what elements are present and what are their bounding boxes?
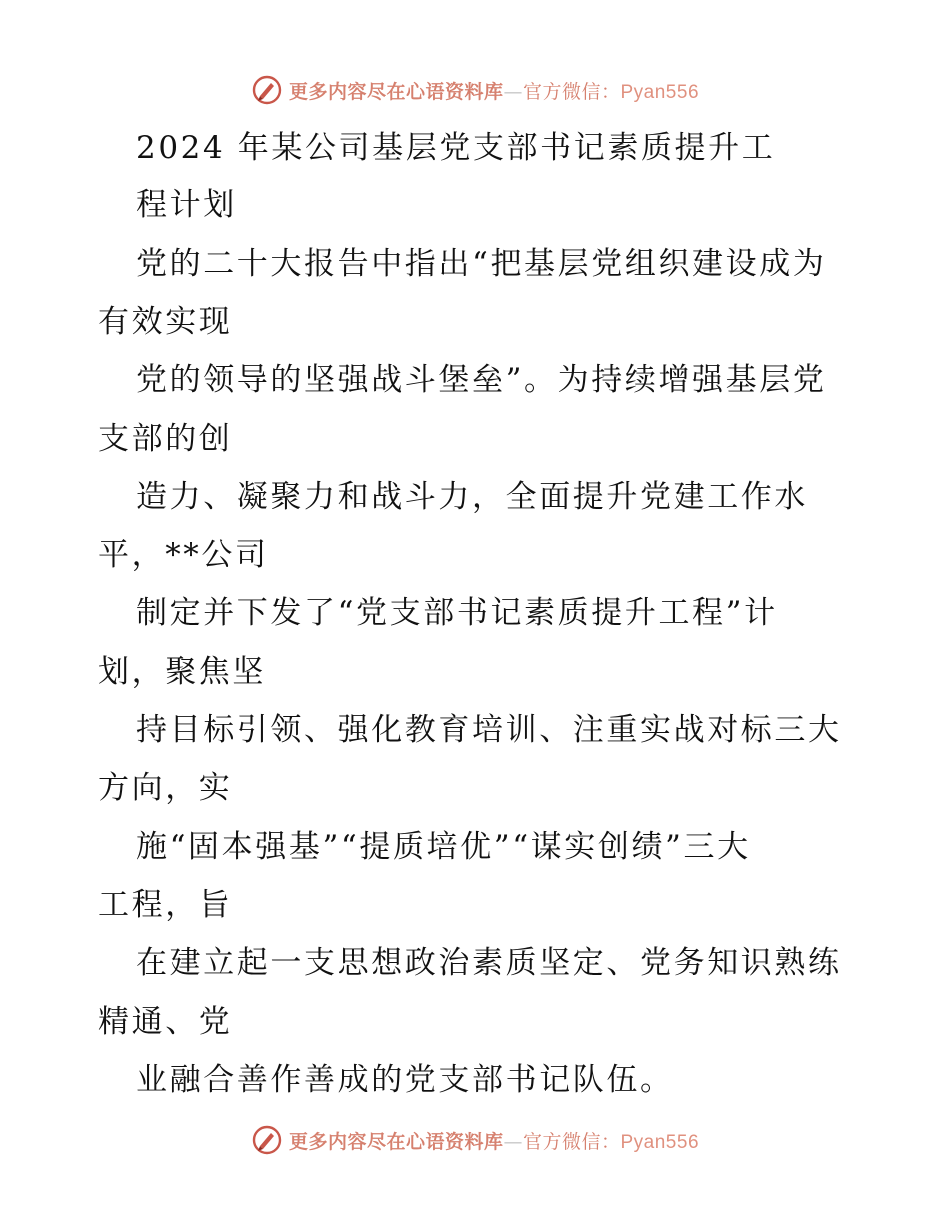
- paragraph-line: 制定并下发了“党支部书记素质提升工程”计: [136, 595, 778, 631]
- watermark-main: 更多内容尽在心语资料库: [288, 80, 504, 103]
- paragraph-line: 党的二十大报告中指出“把基层党组织建设成为: [136, 246, 827, 282]
- paragraph-line: 施“固本强基”“提质培优”“谋实创绩”三大: [136, 829, 751, 865]
- header-watermark: [0, 70, 950, 110]
- watermark-main: 更多内容尽在心语资料库: [288, 1130, 504, 1153]
- paragraph-line: 党的领导的坚强战斗堡垒”。为持续增强基层党: [136, 362, 827, 398]
- paragraph-line: 在建立起一支思想政治素质坚定、党务知识熟练: [136, 945, 842, 981]
- watermark-sub: 官方微信：: [522, 80, 621, 103]
- document-title-line-1: 2024 年某公司基层党支部书记素质提升工: [136, 130, 776, 166]
- paragraph-line: 工程，旨: [98, 887, 233, 923]
- watermark-separator: —: [503, 80, 523, 103]
- footer-watermark: [0, 1120, 950, 1160]
- paragraph-line: 支部的创: [98, 421, 233, 457]
- paragraph-line: 造力、凝聚力和战斗力，全面提升党建工作水: [136, 479, 808, 515]
- watermark-id: Pyan556: [620, 81, 700, 103]
- paragraph-line: 持目标引领、强化教育培训、注重实战对标三大: [136, 712, 842, 748]
- watermark-sub: 官方微信：: [522, 1130, 621, 1153]
- watermark-id: Pyan556: [620, 1131, 700, 1153]
- watermark-separator: —: [503, 1130, 523, 1153]
- document-title-line-2: 程计划: [136, 187, 237, 223]
- paragraph-line: 划，聚焦坚: [98, 654, 266, 690]
- watermark-text: [289, 77, 699, 104]
- watermark-text: [289, 1127, 699, 1154]
- paragraph-line: 有效实现: [98, 304, 233, 340]
- paragraph-line: 业融合善作善成的党支部书记队伍。: [136, 1062, 674, 1098]
- pen-logo-icon: [251, 1124, 283, 1156]
- paragraph-line: 精通、党: [98, 1004, 233, 1040]
- paragraph-line: 平，**公司: [98, 537, 269, 573]
- pen-logo-icon: [251, 74, 283, 106]
- paragraph-line: 方向，实: [98, 770, 233, 806]
